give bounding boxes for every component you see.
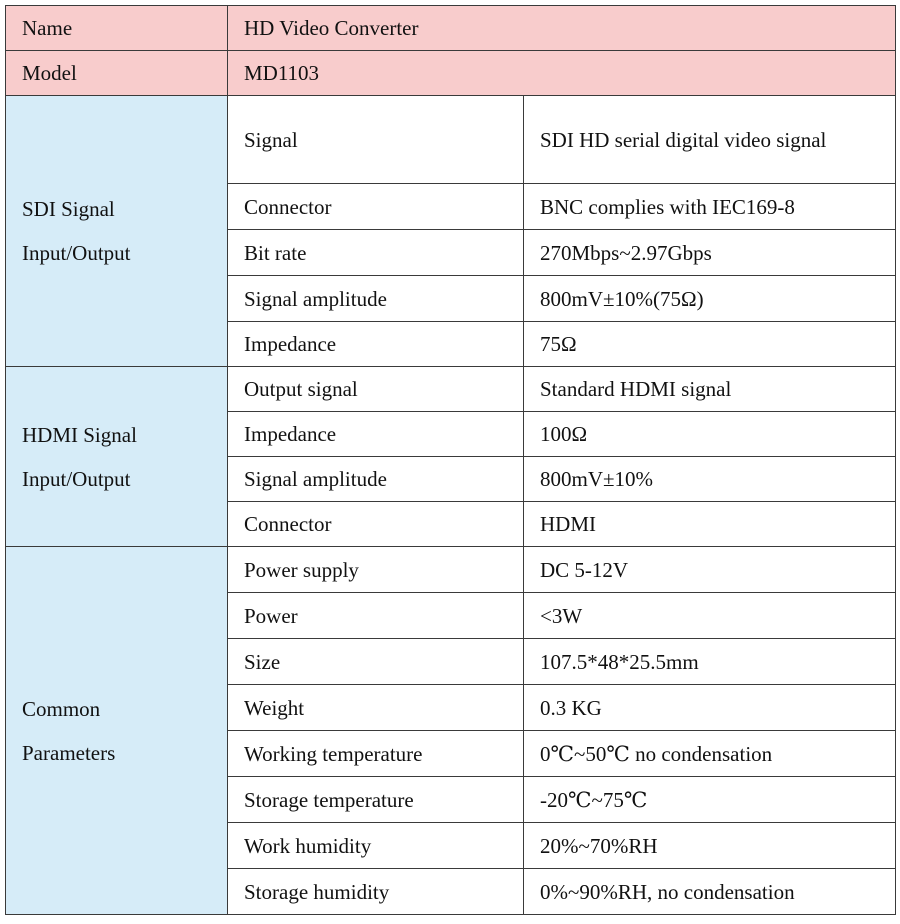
param-name: Bit rate (228, 230, 524, 276)
param-value: 100Ω (524, 412, 896, 457)
model-value: MD1103 (228, 51, 896, 96)
name-value: HD Video Converter (228, 6, 896, 51)
param-name: Power supply (228, 547, 524, 593)
param-value: 800mV±10%(75Ω) (524, 276, 896, 322)
name-label: Name (6, 6, 228, 51)
param-name: Impedance (228, 412, 524, 457)
param-value: DC 5-12V (524, 547, 896, 593)
model-label: Model (6, 51, 228, 96)
model-row (6, 51, 896, 96)
param-value: SDI HD serial digital video signal (524, 96, 896, 184)
param-value: 0℃~50℃ no condensation (524, 731, 896, 777)
group-title-line: Input/Output (22, 241, 131, 265)
param-value: 800mV±10% (524, 457, 896, 502)
param-value: 20%~70%RH (524, 823, 896, 869)
group-title-line: Common (22, 696, 101, 721)
table-row (6, 367, 896, 412)
group-label-sdi (6, 96, 228, 367)
table-row (6, 547, 896, 593)
group-title-line: HDMI Signal (22, 422, 137, 447)
group-title-line: Input/Output (22, 466, 131, 491)
param-value: HDMI (524, 502, 896, 547)
param-name: Connector (228, 502, 524, 547)
param-name: Signal (228, 96, 524, 184)
param-value: BNC complies with IEC169-8 (524, 184, 896, 230)
group-title-line: SDI Signal (22, 197, 115, 221)
param-value: <3W (524, 593, 896, 639)
spec-table (5, 5, 896, 915)
group-label-hdmi (6, 367, 228, 547)
param-name: Working temperature (228, 731, 524, 777)
param-name: Storage humidity (228, 869, 524, 915)
name-row (6, 6, 896, 51)
param-value: 107.5*48*25.5mm (524, 639, 896, 685)
param-name: Work humidity (228, 823, 524, 869)
table-row (6, 96, 896, 184)
param-name: Signal amplitude (228, 276, 524, 322)
param-name: Storage temperature (228, 777, 524, 823)
param-name: Power (228, 593, 524, 639)
param-value: 0.3 KG (524, 685, 896, 731)
param-value: Standard HDMI signal (524, 367, 896, 412)
group-title-line: Parameters (22, 740, 116, 765)
group-label-common (6, 547, 228, 915)
param-name: Output signal (228, 367, 524, 412)
param-name: Impedance (228, 322, 524, 367)
param-name: Connector (228, 184, 524, 230)
param-value: 75Ω (524, 322, 896, 367)
param-name: Signal amplitude (228, 457, 524, 502)
param-name: Size (228, 639, 524, 685)
param-value: 270Mbps~2.97Gbps (524, 230, 896, 276)
param-value: -20℃~75℃ (524, 777, 896, 823)
param-value: 0%~90%RH, no condensation (524, 869, 896, 915)
param-name: Weight (228, 685, 524, 731)
